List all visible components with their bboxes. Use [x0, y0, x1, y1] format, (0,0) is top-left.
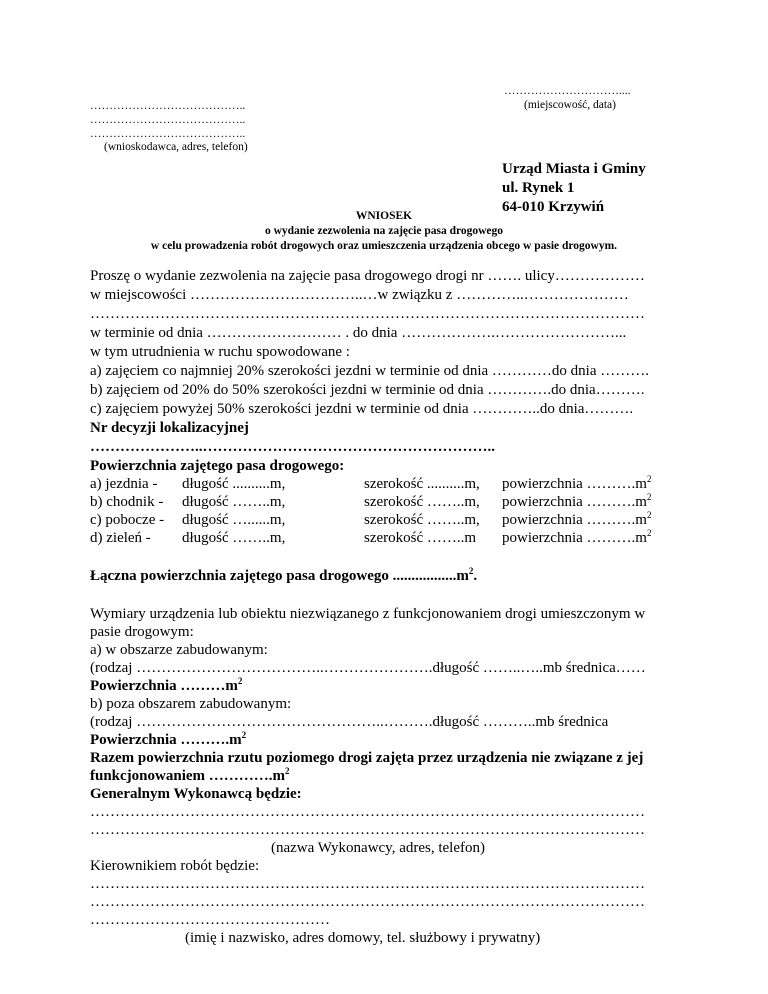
area-row-label: a) jezdnia -: [90, 476, 158, 492]
length-field[interactable]: długość ……..m,: [182, 494, 286, 510]
built-area-label: a) w obszarze zabudowanym:: [90, 642, 268, 658]
width-field[interactable]: szerokość ……..m,: [364, 494, 480, 510]
length-field[interactable]: długość …......m,: [182, 512, 286, 528]
width-field[interactable]: szerokość ……..m: [364, 530, 477, 546]
obstruction-intro: w tym utrudnienia w ruchu spowodowane :: [90, 344, 350, 360]
area-field[interactable]: powierzchnia $\dots\dots\dots.m^2$: [502, 528, 652, 546]
manager-label: (imię i nazwisko, adres domowy, tel. służbowy i prywatny): [185, 930, 541, 946]
document-title: WNIOSEK: [355, 210, 413, 222]
contractor-line-1[interactable]: …………………………………………………………………………………………………: [90, 804, 645, 820]
title-line-1: o wydanie zezwolenia na zajęcie pasa drogowego: [264, 225, 504, 237]
contractor-heading: Generalnym Wykonawcą będzie:: [90, 786, 302, 802]
term-line[interactable]: w terminie od dnia ……………………… . do dnia ……………….……………………...: [90, 325, 627, 341]
width-field[interactable]: szerokość ..........m,: [364, 476, 480, 492]
outside-area-dimensions[interactable]: (rodzaj …………………………………………..……….długość ………..mb średnica: [90, 714, 609, 730]
reason-line[interactable]: …………………………………………………………………………………………………: [90, 306, 645, 322]
area-row-label: d) zieleń -: [90, 530, 151, 546]
manager-line-1[interactable]: …………………………………………………………………………………………………: [90, 876, 645, 892]
outside-area-label: b) poza obszarem zabudowanym:: [90, 696, 292, 712]
applicant-line-1[interactable]: …………………………………..: [90, 100, 246, 112]
obstruction-a[interactable]: a) zajęciem co najmniej 20% szerokości jezdni w terminie od dnia …………do dnia ……….: [90, 363, 650, 379]
manager-heading: Kierownikiem robót będzie:: [90, 858, 260, 874]
manager-line-2[interactable]: …………………………………………………………………………………………………: [90, 894, 645, 910]
title-line-2: w celu prowadzenia robót drogowych oraz umieszczenia urządzenia obcego w pasie drogowym.: [150, 240, 618, 252]
area-row-label: b) chodnik -: [90, 494, 164, 510]
locality-line[interactable]: w miejscowości ……………………………..…w związku z …………..…………………: [90, 287, 629, 303]
area-field[interactable]: powierzchnia $\dots\dots\dots.m^2$: [502, 510, 652, 528]
contractor-label: (nazwa Wykonawcy, adres, telefon): [271, 840, 485, 856]
length-field[interactable]: długość ..........m,: [182, 476, 286, 492]
area-field[interactable]: powierzchnia $\dots\dots\dots.m^2$: [502, 474, 652, 492]
outside-area-surface[interactable]: Powierzchnia $\dots\dots\dots.m^2$: [90, 730, 247, 748]
length-field[interactable]: długość ……..m,: [182, 530, 286, 546]
decision-field[interactable]: …………………..…………………………………………………..: [90, 439, 495, 455]
contractor-line-2[interactable]: …………………………………………………………………………………………………: [90, 822, 645, 838]
obstruction-c[interactable]: c) zajęciem powyżej 50% szerokości jezdni w terminie od dnia …………..do dnia……….: [90, 401, 634, 417]
total-projection-label: Razem powierzchnia rzutu poziomego drogi zajęta przez urządzenia nie związane z jej: [90, 750, 644, 766]
date-field[interactable]: …………………………....: [504, 85, 631, 97]
area-row-label: c) pobocze -: [90, 512, 165, 528]
width-field[interactable]: szerokość ……..m,: [364, 512, 480, 528]
applicant-line-2[interactable]: …………………………………..: [90, 114, 246, 126]
built-area-dimensions[interactable]: (rodzaj ………………………………..………………….długość ……..…..mb średnica……: [90, 660, 646, 676]
area-field[interactable]: powierzchnia $\dots\dots\dots.m^2$: [502, 492, 652, 510]
recipient-line-3: 64-010 Krzywiń: [502, 199, 605, 215]
recipient-line-2: ul. Rynek 1: [502, 180, 575, 196]
road-number-line[interactable]: Proszę o wydanie zezwolenia na zajęcie pasa drogowego drogi nr ……. ulicy………………: [90, 268, 645, 284]
device-intro-1: Wymiary urządzenia lub obiektu niezwiązanego z funkcjonowaniem drogi umieszczonym w: [90, 606, 646, 622]
manager-line-3[interactable]: …………………………………………: [90, 912, 330, 928]
recipient-block: [502, 160, 646, 217]
applicant-label: (wnioskodawca, adres, telefon): [104, 141, 248, 153]
total-area-field[interactable]: Łączna powierzchnia zajętego pasa drogowego $.................m^2$.: [90, 566, 478, 584]
decision-label: Nr decyzji lokalizacyjnej: [90, 420, 249, 436]
built-area-surface[interactable]: Powierzchnia $\dots\dots\dots m^2$: [90, 676, 243, 694]
applicant-line-3[interactable]: …………………………………..: [90, 128, 246, 140]
obstruction-b[interactable]: b) zajęciem od 20% do 50% szerokości jezdni w terminie od dnia ………….do dnia……….: [90, 382, 645, 398]
area-heading: Powierzchnia zajętego pasa drogowego:: [90, 458, 345, 474]
total-projection-field[interactable]: funkcjonowaniem $\dots\dots\dots\dots.m^2$: [90, 766, 290, 784]
device-intro-2: pasie drogowym:: [90, 624, 194, 640]
date-label: (miejscowość, data): [524, 99, 616, 111]
recipient-line-1: Urząd Miasta i Gminy: [502, 161, 646, 177]
